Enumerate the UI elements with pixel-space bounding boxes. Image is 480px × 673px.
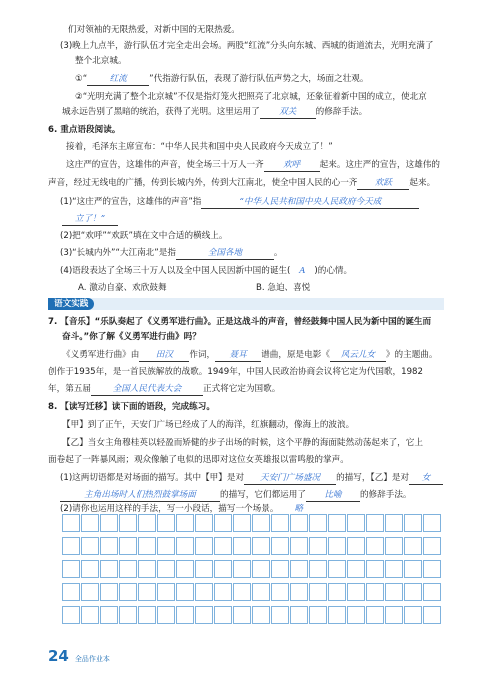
answer: 立了！” xyxy=(62,213,118,226)
page-number: 24 xyxy=(48,647,69,665)
grid-row xyxy=(62,514,443,532)
question-6-4 xyxy=(60,265,480,277)
heading: 奋斗。”你了解《义勇军进行曲》吗？ xyxy=(62,332,201,342)
text-line xyxy=(75,55,480,67)
footer-label: 全品作业本 xyxy=(74,655,110,663)
text: 起来。这庄严的宣告，这雄伟的 xyxy=(319,160,440,170)
heading: 6. 重点语段阅读。 xyxy=(48,125,121,135)
text: 的修辞手法。 xyxy=(315,107,368,117)
text: 作词， xyxy=(189,350,216,360)
question-8-1b xyxy=(60,489,480,502)
text: 创作于1935年，是一首民族解放的战歌。1949年，中国人民政治协商会议将它定为代国歌，1982 xyxy=(48,367,423,377)
option-b: B. 急迫、喜悦 xyxy=(256,283,311,293)
text: 接着，毛泽东主席宣布：“中华人民共和国中央人民政府今天成立了！” xyxy=(66,142,333,152)
answer: 双关 xyxy=(260,106,316,119)
text-line xyxy=(48,454,480,466)
text: 的描写，它们都运用了 xyxy=(220,490,306,500)
question-8-1 xyxy=(60,472,480,485)
answer: 聂耳 xyxy=(215,349,261,362)
grid-row xyxy=(62,583,443,601)
question-6-1b xyxy=(62,213,480,226)
answer: 欢跃 xyxy=(357,177,409,190)
question-7 xyxy=(62,349,480,362)
page-footer xyxy=(48,647,110,665)
grid-row xyxy=(62,606,443,624)
answer: 全国各地 xyxy=(176,247,274,260)
answer: 女 xyxy=(409,472,443,485)
answer: 天安门广场盛况 xyxy=(244,472,336,485)
text: 这庄严的宣告，这雄伟的声音，使全场三十万人一齐 xyxy=(66,160,264,170)
text: 》的主题曲。 xyxy=(385,350,438,360)
section-8-title xyxy=(48,401,480,413)
answer: 主角出场时人们热烈鼓掌场面 xyxy=(60,489,220,502)
answer: 比喻 xyxy=(306,489,360,502)
text: 们对领袖的无限热爱，对新中国的无限热爱。 xyxy=(68,25,240,35)
heading: 7. 【音乐】“乐队奏起了《义勇军进行曲》。正是这战斗的声音，曾经鼓舞中国人民为新中国的诞生而 xyxy=(48,317,432,327)
section-7-title-2 xyxy=(62,331,480,343)
option-a: A. 激动自豪、欢欣鼓舞 xyxy=(78,283,167,293)
answer: “中华人民共和国中央人民政府今天成 xyxy=(201,196,419,209)
writing-grid xyxy=(62,514,443,629)
answer: 全国人民代表大会 xyxy=(91,383,203,396)
text: ②“光明充满了整个北京城”不仅是指灯笼火把照亮了北京城，还象征着新中国的成立，使北京 xyxy=(75,92,427,102)
text: (3)“长城内外”“大江南北”是指 xyxy=(60,248,176,258)
text: 正式将它定为国歌。 xyxy=(202,384,281,394)
text-line xyxy=(62,419,480,431)
text-line xyxy=(48,366,480,378)
options xyxy=(78,282,480,294)
answer: 略 xyxy=(294,504,304,514)
question-3-1 xyxy=(75,73,480,86)
text-line xyxy=(62,437,480,449)
text: 的修辞手法。 xyxy=(359,490,412,500)
answer: 红流 xyxy=(87,73,149,86)
text-line xyxy=(48,177,480,190)
text-line xyxy=(48,383,480,396)
question-6-1 xyxy=(60,196,480,209)
text: (4)语段表达了全场三十万人以及全中国人民因新中国的诞生( xyxy=(60,266,291,276)
text-line xyxy=(66,141,480,153)
answer: A xyxy=(299,266,306,276)
section-6-title xyxy=(48,124,480,136)
section-bar xyxy=(48,298,444,310)
section-label: 语文实践 xyxy=(48,298,94,310)
text: (2)请你也运用这样的手法，写一小段话，描写一个场景。 xyxy=(60,504,279,514)
text: (1)这两切语都是对场面的描写。其中【甲】是对 xyxy=(60,473,245,483)
grid-row xyxy=(62,560,443,578)
text: )的心情。 xyxy=(314,266,353,276)
text: 谱曲，原是电影《 xyxy=(261,350,330,360)
answer: 风云儿女 xyxy=(330,349,386,362)
text: 整个北京城。 xyxy=(75,56,127,66)
text: 城永远告别了黑暗的统治，获得了光明。这里运用了 xyxy=(62,107,260,117)
text: 声音，经过无线电的广播，传到长城内外，传到大江南北，使全中国人民的心一齐 xyxy=(48,178,358,188)
text-line xyxy=(66,159,480,172)
answer: 田汉 xyxy=(139,349,189,362)
text: (3)晚上九点半，游行队伍才完全走出会场。两股“红流”分头向东城、西城的街道流去，光明充满了 xyxy=(60,41,434,51)
question-6-3 xyxy=(60,247,480,260)
question-3-2b xyxy=(62,106,480,119)
question-6-2 xyxy=(60,230,480,242)
text: 【乙】当女主角穆桂英以轻盈而矫健的步子出场的时候，这个平静的海面陡然动荡起来了，它上 xyxy=(62,438,423,448)
question-3-2 xyxy=(75,91,480,103)
text: (1)“这庄严的宣告，这雄伟的声音”指 xyxy=(60,197,202,207)
text: 的描写，【乙】是对 xyxy=(336,473,410,483)
heading: 8. 【读写迁移】读下面的语段，完成练习。 xyxy=(48,402,215,412)
section-7-title xyxy=(48,316,480,328)
text-line xyxy=(68,24,480,36)
text: ”代指游行队伍，表现了游行队伍声势之大，场面之壮观。 xyxy=(149,74,369,84)
text-line xyxy=(60,40,480,52)
text: ①“ xyxy=(75,74,88,84)
text: 年，第五届 xyxy=(48,384,91,394)
answer: 欢呼 xyxy=(264,159,320,172)
text: 【甲】到了正午，天安门广场已经成了人的海洋，红旗翻动，像海上的波浪。 xyxy=(62,420,355,430)
text: 《义勇军进行曲》由 xyxy=(62,350,140,360)
grid-row xyxy=(62,537,443,555)
text: 。 xyxy=(273,248,283,258)
text: 起来。 xyxy=(409,178,436,188)
text: (2)把“欢呼”“欢跃”填在文中合适的横线上。 xyxy=(60,231,228,241)
text: 面卷起了一阵暴风雨；观众像触了电似的迅即对这位女英雄报以雷鸣般的掌声。 xyxy=(48,455,349,465)
